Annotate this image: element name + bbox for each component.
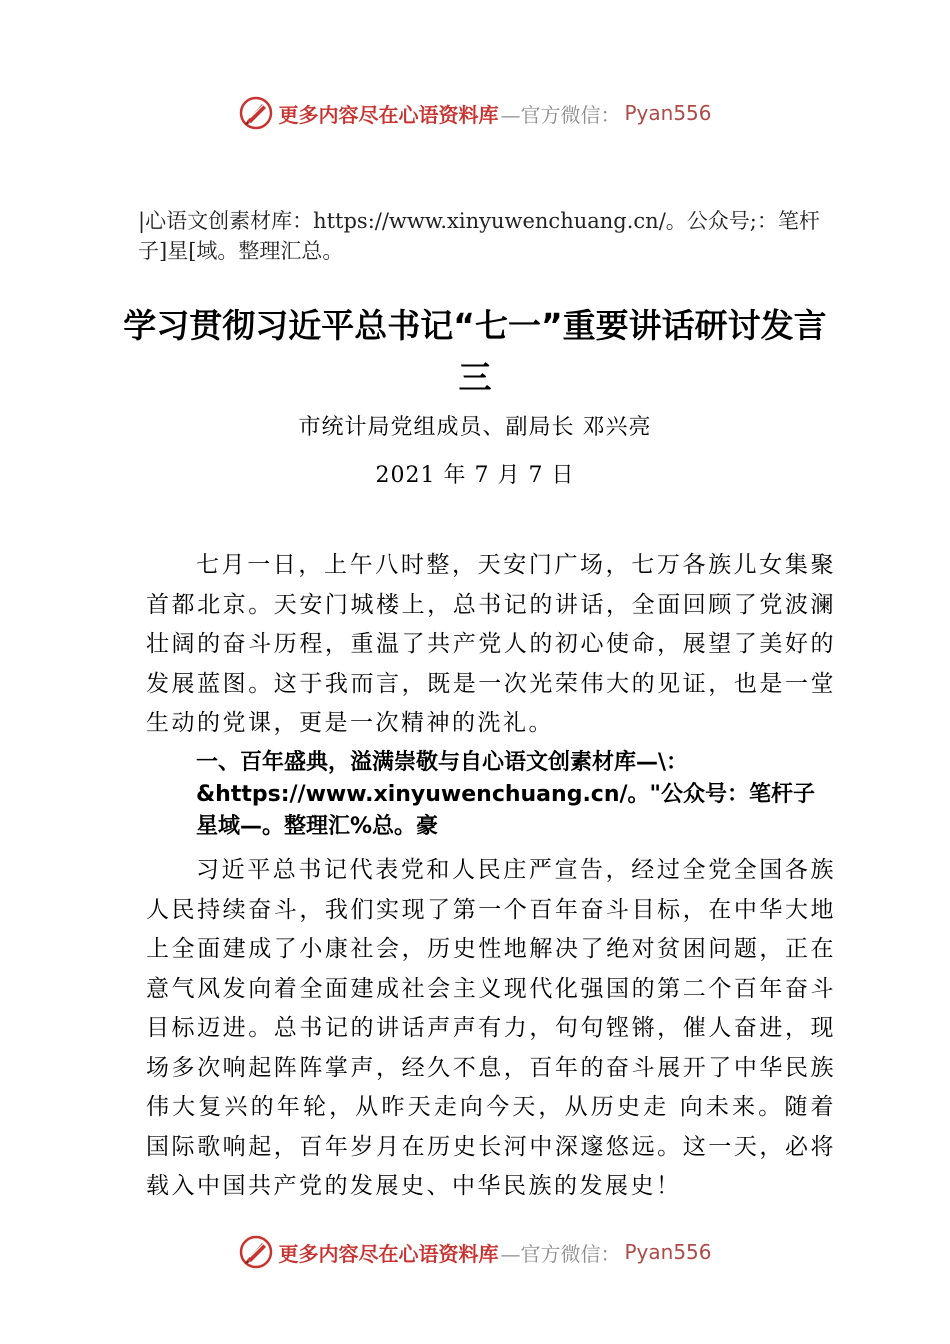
document-title: 学习贯彻习近平总书记“七一”重要讲话研讨发言三 [123, 306, 827, 397]
header-banner [0, 93, 950, 133]
footer-banner [0, 1232, 950, 1272]
pen-nib-seal-icon [238, 1234, 274, 1270]
section-heading-1: 一、百年盛典，溢满崇敬与自心语文创素材库—\：&https://www.xinyuwenchuang.cn/。"公众号：笔杆子星域—。整理汇%总。豪 [196, 750, 815, 839]
source-note: |心语文创素材库：https://www.xinyuwenchuang.cn/。公众号;：笔杆子]星[域。整理汇总。 [138, 209, 820, 263]
banner-title: 更多内容尽在心语资料库 [278, 102, 499, 127]
banner-wechat-id: Pyan556 [624, 1240, 712, 1264]
banner-title: 更多内容尽在心语资料库 [278, 1241, 499, 1266]
banner-wechat-id: Pyan556 [624, 101, 712, 125]
banner-separator: —官方微信： [500, 102, 621, 127]
pen-nib-seal-icon [238, 95, 274, 131]
date-line: 2021 年 7 月 7 日 [375, 463, 575, 488]
banner-separator: —官方微信： [500, 1241, 621, 1266]
author-line: 市统计局党组成员、副局长 邓兴亮 [298, 415, 652, 440]
paragraph-intro: 七月一日，上午八时整，天安门广场，七万各族儿女集聚首都北京。天安门城楼上，总书记的讲话，全面回顾了党波澜壮阔的奋斗历程，重温了共产党人的初心使命，展望了美好的发展蓝图。这于我而言，既是一次光荣伟大的见证，也是一堂生动的党课，更是一次精神的洗礼。 [146, 552, 836, 736]
paragraph-section-1: 习近平总书记代表党和人民庄严宣告，经过全党全国各族人民持续奋斗，我们实现了第一个百年奋斗目标，在中华大地上全面建成了小康社会，历史性地解决了绝对贫困问题，正在意气风发向着全面建成社会主义现代化强国的第二个百年奋斗目标迈进。总书记的讲话声声有力，句句铿锵，催人奋进，现场多次响起阵阵掌声，经久不息，百年的奋斗展开了中华民族伟大复兴的年轮，从昨天走向今天，从历史走 向未来。随着国际歌响起，百年岁月在历史长河中深邃悠远。这一天，必将载入中国共产党的发展史、中华民族的发展史！ [146, 857, 836, 1199]
